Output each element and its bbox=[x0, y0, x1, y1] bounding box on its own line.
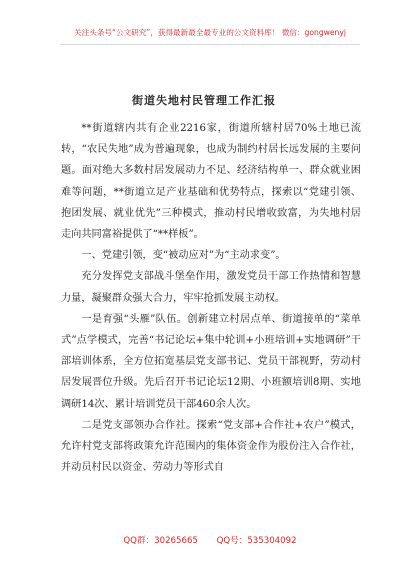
paragraph-section-heading: 一、党建引领，变“被动应对”为“主动求变”。 bbox=[81, 250, 286, 262]
footer-qq-number: QQ号：535304092 bbox=[216, 536, 297, 546]
paragraph-point-two: 二是党支部领办合作社。探索“党支部+合作社+农户”模式，允许村党支部将政策允许范围内的集体资金作为股份注入合作社，并动员村民以资金、劳动力等形式自 bbox=[61, 419, 361, 474]
footer-contact bbox=[60, 534, 360, 548]
document-body bbox=[61, 118, 361, 478]
header-banner: 关注头条号“公文研究”，获得最新最全最专业的公文资料库！ 微信：gongwenyj bbox=[74, 28, 346, 37]
footer-qq-group: QQ群：30265665 bbox=[123, 536, 198, 546]
paragraph-section-summary: 充分发挥党支部战斗堡垒作用，激发党员干部工作热情和智慧力量，凝聚群众强大合力，牢牢抢抓发展主动权。 bbox=[61, 271, 361, 304]
paragraph-intro: **街道辖内共有企业2216家，街道所辖村居70%土地已流转，“农民失地”成为普遍现象，也成为制约村居长远发展的主要问题。面对绝大多数村居发展动力不足、经济结构单一、群众就业困难等问题，**街道立足产业基础和优势特点，探索以“党建引领、抱团发展、就业优先”三种模式，推动村民增收致富，为失地村居走向共同富裕提供了“**样板”。 bbox=[61, 123, 361, 241]
document-title: 街道失地村民管理工作汇报 bbox=[132, 94, 276, 107]
paragraph-point-one: 一是育强“头雁”队伍。创新建立村居点单、街道接单的“菜单式”点学模式，完善“书记论坛+集中轮训+小班培训+实地调研”干部培训体系，全方位拓宽基层党支部书记、党员干部视野，劳动村居发展晋位升级。先后召开书记论坛12期、小班额培训8期、实地调研14次、累计培训党员干部460余人次。 bbox=[61, 313, 361, 410]
header-divider bbox=[60, 44, 360, 45]
